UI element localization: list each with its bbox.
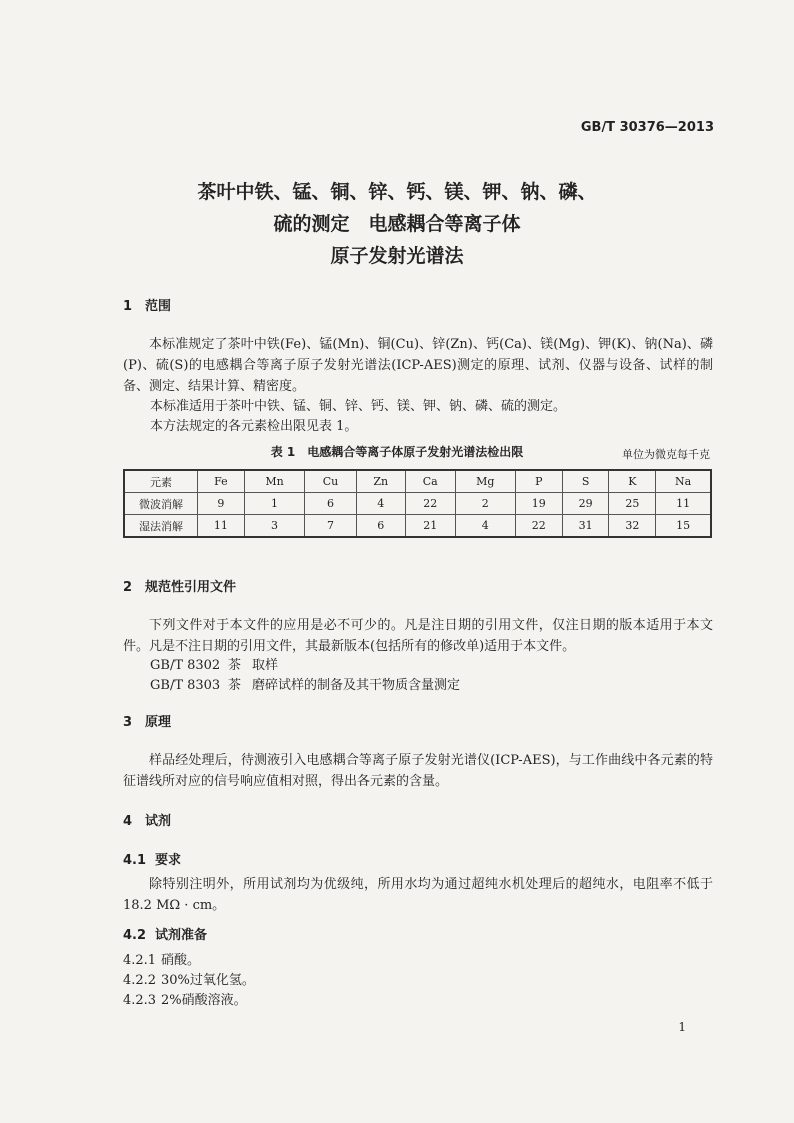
table-header-cell: Ca [405, 470, 455, 493]
table-cell: 微波消解 [124, 493, 198, 515]
table-1-title: 表 1 电感耦合等离子体原子发射光谱法检出限 [270, 445, 524, 459]
subsection-number: 4.1 [123, 853, 147, 868]
table-cell: 11 [198, 515, 245, 538]
table-header-cell: Cu [305, 470, 357, 493]
table-cell: 6 [305, 493, 357, 515]
reference-category: 茶 [228, 658, 242, 673]
table-cell: 22 [515, 515, 562, 538]
table-cell: 32 [609, 515, 656, 538]
table-cell: 湿法消解 [124, 515, 198, 538]
table-header-cell: P [515, 470, 562, 493]
table-row [124, 493, 711, 515]
item-number: 4.2.2 [123, 973, 157, 988]
reference-category: 茶 [228, 678, 242, 693]
table-header-cell: 元素 [124, 470, 198, 493]
section-1-heading [123, 295, 171, 314]
section-title: 试剂 [145, 814, 172, 829]
section-number: 1 [123, 299, 133, 314]
item-text: 硝酸。 [161, 953, 201, 968]
table-header-cell: Mn [244, 470, 304, 493]
table-1-unit: 单位为微克每千克 [622, 448, 710, 461]
table-cell: 31 [562, 515, 609, 538]
reference-code: GB/T 8302 [150, 658, 221, 673]
table-cell: 1 [244, 493, 304, 515]
table-cell: 3 [244, 515, 304, 538]
table-cell: 11 [656, 493, 711, 515]
section-2-heading [123, 576, 236, 595]
section-number: 4 [123, 814, 133, 829]
table-cell: 6 [356, 515, 405, 538]
reference-name: 磨碎试样的制备及其干物质含量测定 [252, 678, 461, 693]
table-cell: 4 [455, 515, 515, 538]
table-row [124, 515, 711, 538]
section-title: 原理 [145, 715, 172, 730]
table-header-cell: Mg [455, 470, 515, 493]
section-title: 规范性引用文件 [145, 580, 237, 595]
subsection-4-1-paragraph: 除特别注明外，所用试剂均为优级纯，所用水均为通过超纯水机处理后的超纯水，电阻率不低于 18.2 MΩ · cm。 [123, 877, 713, 913]
table-header-cell: Fe [198, 470, 245, 493]
reagent-item [123, 991, 247, 1011]
page-number: 1 [678, 1020, 686, 1034]
section-4-heading [123, 810, 171, 829]
section-3-paragraph-1: 样品经处理后，待测液引入电感耦合等离子原子发射光谱仪(ICP-AES)，与工作曲线中各元素的特征谱线所对应的信号响应值相对照，得出各元素的含量。 [123, 753, 713, 789]
standard-code: GB/T 30376—2013 [580, 120, 714, 135]
item-text: 2%硝酸溶液。 [161, 993, 247, 1008]
reference-code: GB/T 8303 [150, 678, 221, 693]
table-cell: 15 [656, 515, 711, 538]
section-2-paragraph-1: 下列文件对于本文件的应用是必不可少的。凡是注日期的引用文件，仅注日期的版本适用于本文件。凡是不注日期的引用文件，其最新版本(包括所有的修改单)适用于本文件。 [123, 618, 713, 654]
table-header-cell: Zn [356, 470, 405, 493]
section-3-heading [123, 711, 171, 730]
item-number: 4.2.1 [123, 953, 157, 968]
table-cell: 2 [455, 493, 515, 515]
table-header-cell: S [562, 470, 609, 493]
section-1-paragraph-2: 本标准适用于茶叶中铁、锰、铜、锌、钙、镁、钾、钠、磷、硫的测定。 [150, 399, 567, 414]
table-header-row [124, 470, 711, 493]
table-cell: 4 [356, 493, 405, 515]
table-cell: 21 [405, 515, 455, 538]
reference-name: 取样 [252, 658, 279, 673]
reagent-item [123, 971, 255, 991]
reagent-item [123, 951, 200, 971]
title-line-2: 硫的测定 电感耦合等离子体 [273, 213, 521, 235]
subsection-title: 要求 [155, 853, 182, 868]
subsection-4-1-heading [123, 849, 181, 868]
section-title: 范围 [145, 299, 172, 314]
table-cell: 9 [198, 493, 245, 515]
item-text: 30%过氧化氢。 [161, 973, 255, 988]
subsection-4-2-heading [123, 924, 207, 943]
table-cell: 19 [515, 493, 562, 515]
section-number: 3 [123, 715, 133, 730]
table-header-cell: K [609, 470, 656, 493]
subsection-title: 试剂准备 [155, 928, 208, 943]
table-cell: 29 [562, 493, 609, 515]
title-line-1: 茶叶中铁、锰、铜、锌、钙、镁、钾、钠、磷、 [197, 181, 597, 203]
table-cell: 25 [609, 493, 656, 515]
item-number: 4.2.3 [123, 993, 157, 1008]
subsection-number: 4.2 [123, 928, 147, 943]
table-cell: 7 [305, 515, 357, 538]
detection-limit-table [123, 469, 712, 538]
table-cell: 22 [405, 493, 455, 515]
title-line-3: 原子发射光谱法 [330, 245, 464, 267]
table-header-cell: Na [656, 470, 711, 493]
section-1-paragraph-3: 本方法规定的各元素检出限见表 1。 [150, 419, 358, 434]
normative-reference [150, 655, 278, 676]
section-number: 2 [123, 580, 133, 595]
section-1-paragraph-1: 本标准规定了茶叶中铁(Fe)、锰(Mn)、铜(Cu)、锌(Zn)、钙(Ca)、镁(Mg)、钾(K)、钠(Na)、磷(P)、硫(S)的电感耦合等离子原子发射光谱法(ICP-AES)测定的原理、试剂、仪器与设备、试样的制备、测定、结果计算、精密度。 [123, 337, 713, 394]
normative-reference [150, 675, 460, 696]
